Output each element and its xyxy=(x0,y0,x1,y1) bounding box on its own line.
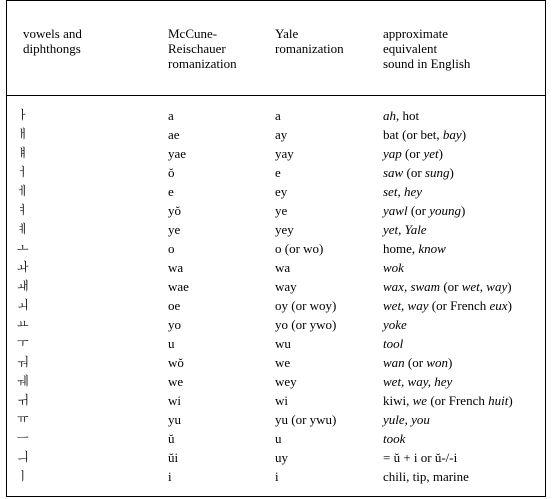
english-segment: yap xyxy=(383,146,402,161)
yale-value: yay xyxy=(275,146,294,161)
english-segment: huit xyxy=(488,393,509,408)
hangul-vowel: ㅞ xyxy=(17,374,29,388)
hangul-vowel: ㅕ xyxy=(17,203,29,217)
mccune-reischauer-value: wi xyxy=(168,393,181,408)
english-segment: ) xyxy=(461,127,467,142)
yale-value: we xyxy=(275,355,291,370)
english-equivalent xyxy=(383,258,404,277)
hangul-vowel: ㅏ xyxy=(17,108,29,122)
mccune-reischauer-value: e xyxy=(168,184,174,199)
hangul-vowel: ㅒ xyxy=(17,146,29,160)
table-row xyxy=(7,372,545,391)
mccune-reischauer-value: ye xyxy=(168,222,181,237)
hangul-vowel: ㅠ xyxy=(17,412,29,426)
hangul-vowel: ㅐ xyxy=(17,127,29,141)
english-equivalent xyxy=(383,353,452,372)
english-equivalent xyxy=(383,372,452,391)
table-row xyxy=(7,296,545,315)
english-segment: (or xyxy=(440,279,462,294)
english-segment: saw xyxy=(383,165,404,180)
english-equivalent xyxy=(383,315,407,334)
english-segment: (or French xyxy=(427,393,489,408)
table-row xyxy=(7,391,545,410)
yale-value: yo (or ywo) xyxy=(275,317,337,332)
english-segment: bay xyxy=(442,127,462,142)
english-segment: yet xyxy=(423,146,439,161)
table-row xyxy=(7,144,545,163)
english-segment: young xyxy=(429,203,462,218)
hangul-vowel: ㅔ xyxy=(17,184,29,198)
english-segment: wet, way, hey xyxy=(383,374,453,389)
hangul-vowel: ㅘ xyxy=(17,260,29,274)
english-segment: set, hey xyxy=(383,184,422,199)
mccune-reischauer-value: we xyxy=(168,374,184,389)
mccune-reischauer-value: u xyxy=(168,336,175,351)
table-row xyxy=(7,163,545,182)
english-segment: ) xyxy=(507,298,512,313)
yale-value: way xyxy=(275,279,297,294)
mccune-reischauer-value: yae xyxy=(168,146,187,161)
hangul-vowel: ㅚ xyxy=(17,298,29,312)
header-yale: Yale romanization xyxy=(275,26,344,56)
table-row xyxy=(7,448,545,467)
english-segment: sung xyxy=(424,165,450,180)
english-segment: (or xyxy=(401,146,424,161)
english-segment: ) xyxy=(449,165,454,180)
yale-value: ey xyxy=(275,184,288,199)
hangul-vowel: ㅣ xyxy=(17,469,29,483)
mccune-reischauer-value: yu xyxy=(168,412,181,427)
english-equivalent xyxy=(383,239,446,258)
hangul-vowel: ㅗ xyxy=(17,241,29,255)
hangul-vowel: ㅢ xyxy=(17,450,29,464)
english-segment: took xyxy=(383,431,406,446)
mccune-reischauer-value: i xyxy=(168,469,172,484)
english-segment: wax, swam xyxy=(383,279,441,294)
yale-value: yu (or ywu) xyxy=(275,412,337,427)
english-segment: yawl xyxy=(383,203,408,218)
hangul-vowel: ㅜ xyxy=(17,336,29,350)
header-mccune-reischauer: McCune- Reischauer romanization xyxy=(168,26,237,71)
english-equivalent xyxy=(383,201,465,220)
english-segment: wan xyxy=(383,355,405,370)
english-segment: we xyxy=(412,393,428,408)
english-segment: yule, you xyxy=(383,412,430,427)
hangul-vowel: ㅛ xyxy=(17,317,29,331)
mccune-reischauer-value: wŏ xyxy=(168,355,184,370)
vowel-table xyxy=(6,0,546,497)
table-row xyxy=(7,239,545,258)
english-segment: (or xyxy=(407,203,430,218)
english-segment: eux xyxy=(489,298,508,313)
mccune-reischauer-value: ŭi xyxy=(168,450,179,465)
table-row xyxy=(7,106,545,125)
english-equivalent xyxy=(383,429,405,448)
mccune-reischauer-value: o xyxy=(168,241,175,256)
mccune-reischauer-value: wa xyxy=(168,260,184,275)
english-equivalent xyxy=(383,220,427,239)
table-row xyxy=(7,429,545,448)
english-segment: (or French xyxy=(428,298,490,313)
yale-value: i xyxy=(275,469,279,484)
english-segment: wet, way xyxy=(383,298,429,313)
english-segment: wok xyxy=(383,260,404,275)
english-segment: won xyxy=(426,355,449,370)
table-row xyxy=(7,201,545,220)
english-segment: yet, Yale xyxy=(383,222,427,237)
table-row xyxy=(7,334,545,353)
english-segment: bat (or bet, xyxy=(383,127,443,142)
table-row xyxy=(7,258,545,277)
english-segment: ) xyxy=(461,203,466,218)
english-segment: yoke xyxy=(383,317,407,332)
english-equivalent xyxy=(383,296,512,315)
english-equivalent xyxy=(383,410,430,429)
english-segment: ah xyxy=(383,108,396,123)
mccune-reischauer-value: ŭ xyxy=(168,431,175,446)
yale-value: a xyxy=(275,108,281,123)
english-segment: , hot xyxy=(396,108,420,123)
english-segment: chili, tip, marine xyxy=(383,469,469,484)
english-segment: ) xyxy=(438,146,443,161)
table-row xyxy=(7,410,545,429)
english-equivalent xyxy=(383,144,443,163)
yale-value: ay xyxy=(275,127,288,142)
yale-value: uy xyxy=(275,450,288,465)
table-row xyxy=(7,467,545,486)
hangul-vowel: ㅝ xyxy=(17,355,29,369)
table-top-border xyxy=(7,0,545,1)
english-segment: know xyxy=(418,241,446,256)
mccune-reischauer-value: oe xyxy=(168,298,181,313)
english-equivalent xyxy=(383,448,457,467)
english-equivalent xyxy=(383,277,512,296)
english-equivalent xyxy=(383,163,454,182)
hangul-vowel: ㅡ xyxy=(17,431,29,445)
english-segment: tool xyxy=(383,336,404,351)
table-row xyxy=(7,353,545,372)
mccune-reischauer-value: wae xyxy=(168,279,189,294)
english-segment: home, xyxy=(383,241,419,256)
english-equivalent xyxy=(383,467,469,486)
mccune-reischauer-value: a xyxy=(168,108,174,123)
table-row xyxy=(7,315,545,334)
mccune-reischauer-value: yo xyxy=(168,317,181,332)
english-segment: kiwi, xyxy=(383,393,413,408)
mccune-reischauer-value: ŏ xyxy=(168,165,175,180)
header-english-sound: approximate equivalent sound in English xyxy=(383,26,471,71)
english-equivalent xyxy=(383,391,513,410)
english-equivalent xyxy=(383,334,403,353)
english-segment: wet, way xyxy=(461,279,508,294)
english-equivalent xyxy=(383,125,466,144)
yale-value: wey xyxy=(275,374,297,389)
header-divider xyxy=(7,95,545,96)
yale-value: oy (or woy) xyxy=(275,298,337,313)
english-equivalent xyxy=(383,106,419,125)
mccune-reischauer-value: ae xyxy=(168,127,180,142)
header-vowels: vowels and diphthongs xyxy=(23,26,82,56)
hangul-vowel: ㅖ xyxy=(17,222,29,236)
mccune-reischauer-value: yŏ xyxy=(168,203,181,218)
hangul-vowel: ㅓ xyxy=(17,165,29,179)
yale-value: u xyxy=(275,431,282,446)
english-equivalent xyxy=(383,182,422,201)
hangul-vowel: ㅙ xyxy=(17,279,29,293)
hangul-vowel: ㅟ xyxy=(17,393,29,407)
table-row xyxy=(7,277,545,296)
yale-value: wi xyxy=(275,393,288,408)
table-row xyxy=(7,125,545,144)
yale-value: wa xyxy=(275,260,291,275)
english-segment: ) xyxy=(507,279,512,294)
english-segment: = ŭ + i or ŭ-/-i xyxy=(383,450,458,465)
english-segment: ) xyxy=(508,393,513,408)
table-row xyxy=(7,220,545,239)
english-segment: (or xyxy=(404,355,427,370)
yale-value: ye xyxy=(275,203,288,218)
english-segment: (or xyxy=(403,165,425,180)
yale-value: o (or wo) xyxy=(275,241,324,256)
english-segment: ) xyxy=(448,355,453,370)
yale-value: yey xyxy=(275,222,294,237)
yale-value: e xyxy=(275,165,281,180)
table-row xyxy=(7,182,545,201)
yale-value: wu xyxy=(275,336,291,351)
